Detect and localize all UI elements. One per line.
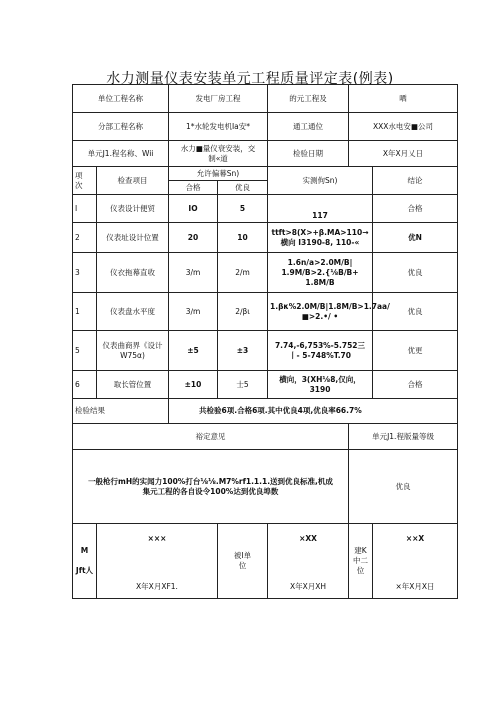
row-no: 5 — [73, 331, 97, 371]
row-measured: 1.6n/a>2.0M/B| 1.9M/B>2.{⅛B/B+ 1.8M/B — [268, 253, 373, 293]
row-measured: 1.βκ%2.0M/B|1.8M/B>1.7aa/ ■>2.•/ • — [268, 293, 373, 331]
evaluation-form — [72, 84, 457, 597]
element-label: 单元J1.程名称、Wii — [73, 141, 169, 167]
row-no: 2 — [73, 223, 97, 253]
table-row — [73, 293, 458, 331]
row-item: 仪表址设计位置 — [97, 223, 169, 253]
row-excellent: 2/m — [218, 253, 268, 293]
qualified-header: 合格 — [169, 181, 218, 195]
row-excellent: ±3 — [218, 331, 268, 371]
signer-3-block — [373, 524, 458, 599]
row-conclusion: 合格 — [373, 195, 458, 223]
row-item: 仪表设计便贸 — [97, 195, 169, 223]
conclusion-header: 结论 — [373, 167, 458, 195]
row-qualified: IO — [169, 195, 218, 223]
signer-3-name: ××X — [405, 534, 425, 543]
table-row — [73, 195, 458, 223]
row-conclusion: 优良 — [373, 253, 458, 293]
row-qualified: ±10 — [169, 371, 218, 399]
signer-3-label: 建K 中二 位 — [349, 524, 373, 599]
row-item: 仪衣拖幕直收 — [97, 253, 169, 293]
row-conclusion: 优更 — [373, 331, 458, 371]
row-item: 仪表盘水平度 — [97, 293, 169, 331]
row-excellent: 5 — [218, 195, 268, 223]
table-row — [73, 331, 458, 371]
signer-2-block — [268, 524, 349, 599]
signer-2-label: 被I单 位 — [218, 524, 268, 599]
unit-project-value: 发电厂房工程 — [169, 85, 268, 113]
row-no: 1 — [73, 293, 97, 331]
inspect-date-value: X年X月乂日 — [349, 141, 458, 167]
opinion-text: 一般枪行mH的实闻力100%打台⅛⅛.M7%rf1.1.1.送到优良标准,机成集元工程的各自设令100%达到优良埠数 — [73, 450, 349, 524]
row-measured: ttft>8(X>+β.MA>110→横向 I3190-8, 110-« — [268, 223, 373, 253]
signer-3-date: ×年X月X日 — [395, 582, 435, 591]
row-qualified: 20 — [169, 223, 218, 253]
row-item: 取长管位置 — [97, 371, 169, 399]
row-conclusion: 优良 — [373, 293, 458, 331]
construction-unit-value: XXX水电安■公司 — [349, 113, 458, 141]
signer-2-date: X年X月XH — [289, 582, 327, 591]
row-measured: 7.74,-6,753%-5.752三丨- 5-748%T.70 — [268, 331, 373, 371]
row-excellent: 士5 — [218, 371, 268, 399]
row-measured: 117 — [268, 195, 373, 223]
row-conclusion: 合格 — [373, 371, 458, 399]
unit-qty-label: 的元工程及 — [268, 85, 349, 113]
signer-1-name: ××× — [147, 534, 167, 543]
signer-1-date: X年X月XF1. — [136, 582, 178, 591]
row-item: 仪表曲商界《设计W75α) — [97, 331, 169, 371]
element-value: 水力■量仪衰安装，交制«道 — [169, 141, 268, 167]
table-row — [73, 253, 458, 293]
table-row — [73, 371, 458, 399]
row-measured: 横向，3(XH⅛8,仅向，3190 — [268, 371, 373, 399]
excellent-header: 优良 — [218, 181, 268, 195]
signer-1-label: M Jft人 — [73, 524, 97, 599]
row-no: 6 — [73, 371, 97, 399]
unit-project-label: 单位工程名称 — [73, 85, 169, 113]
signer-1-block — [97, 524, 218, 599]
signer-2-name: ×XX — [299, 534, 317, 543]
inspect-date-label: 检验日期 — [268, 141, 349, 167]
row-no: 3 — [73, 253, 97, 293]
row-excellent: 2∕βι — [218, 293, 268, 331]
table-row — [73, 223, 458, 253]
construction-unit-label: 通工通位 — [268, 113, 349, 141]
part-project-value: 1*水轮发电机Ia安* — [169, 113, 268, 141]
opinion-label: 裕定意见 — [73, 424, 349, 450]
form-title: 水力测量仪表安装单元工程质量评定表(例表) — [106, 71, 394, 87]
row-qualified: 3/m — [169, 253, 218, 293]
row-excellent: 10 — [218, 223, 268, 253]
grade-label: 单元J1.程版量等级 — [349, 424, 458, 450]
row-qualified: ±5 — [169, 331, 218, 371]
unit-qty-value: 哂 — [349, 85, 458, 113]
result-label: 检验结果 — [73, 399, 169, 424]
row-qualified: 3∕m — [169, 293, 218, 331]
part-project-label: 分部工程名称 — [73, 113, 169, 141]
row-no: I — [73, 195, 97, 223]
row-conclusion: 优N — [373, 223, 458, 253]
allowable-header: 允许偏幕Sn) — [169, 167, 268, 181]
measured-header: 实测佝Sn) — [268, 167, 373, 195]
check-item-header: 检查项目 — [97, 167, 169, 195]
result-value: 共检验6项.合格6项.其中优良4项,优良率66.7% — [169, 399, 458, 424]
grade-value: 优良 — [349, 450, 458, 524]
item-no-header: 项 次 — [73, 167, 97, 195]
